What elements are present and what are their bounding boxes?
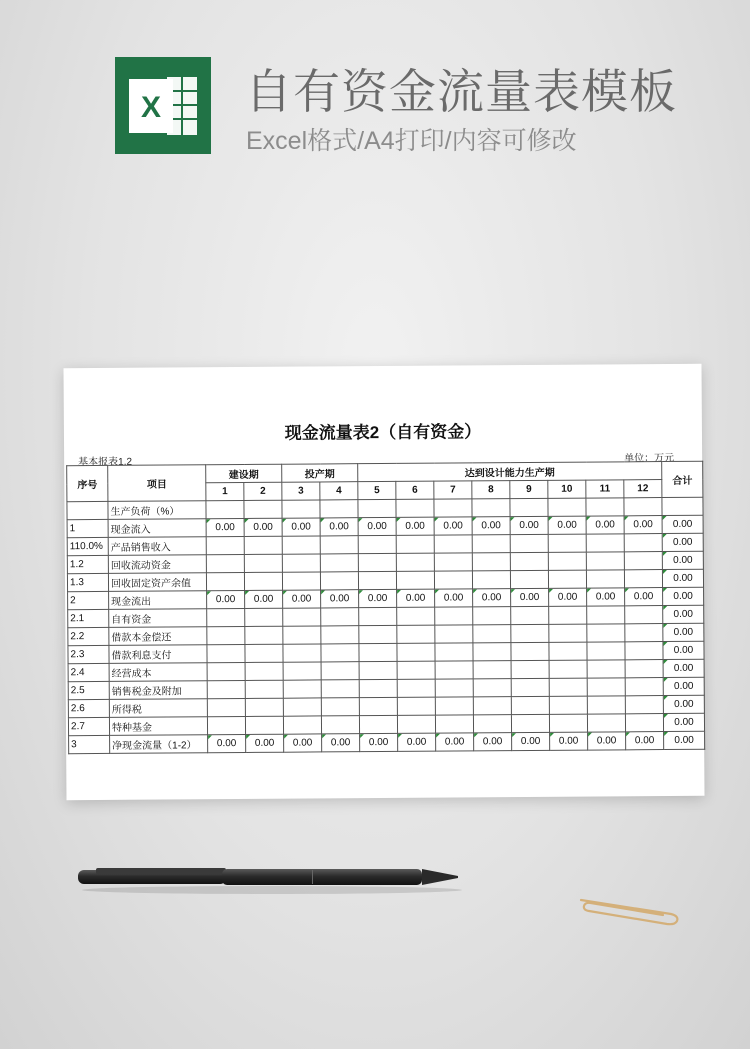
value-cell[interactable] xyxy=(283,644,321,662)
header-period: 3 xyxy=(282,482,320,500)
value-cell[interactable]: 0.00 xyxy=(549,588,587,606)
value-cell[interactable]: 0.00 xyxy=(246,734,284,752)
value-cell[interactable] xyxy=(244,554,282,572)
value-cell[interactable] xyxy=(587,714,625,732)
value-cell[interactable]: 0.00 xyxy=(358,517,396,535)
header-period: 2 xyxy=(244,482,282,500)
value-cell[interactable] xyxy=(625,714,663,732)
value-cell[interactable] xyxy=(397,715,435,733)
value-cell[interactable] xyxy=(624,570,662,588)
value-cell[interactable]: 0.00 xyxy=(588,732,626,750)
value-cell[interactable] xyxy=(549,696,587,714)
value-cell[interactable]: 0.00 xyxy=(624,516,662,534)
value-cell[interactable] xyxy=(206,572,244,590)
value-cell[interactable]: 0.00 xyxy=(626,732,664,750)
value-cell[interactable] xyxy=(434,553,472,571)
value-cell[interactable] xyxy=(587,660,625,678)
value-cell[interactable] xyxy=(587,624,625,642)
value-cell[interactable] xyxy=(472,499,510,517)
value-cell[interactable] xyxy=(283,716,321,734)
value-cell[interactable] xyxy=(283,626,321,644)
total-cell[interactable] xyxy=(662,497,703,515)
value-cell[interactable] xyxy=(548,498,586,516)
value-cell[interactable] xyxy=(283,698,321,716)
row-seq[interactable]: 1.3 xyxy=(67,573,108,591)
value-cell[interactable]: 0.00 xyxy=(586,516,624,534)
header-item: 项目 xyxy=(108,465,206,502)
row-item[interactable]: 经营成本 xyxy=(109,663,207,682)
value-cell[interactable] xyxy=(358,571,396,589)
row-seq[interactable]: 2.7 xyxy=(68,717,109,735)
total-cell[interactable]: 0.00 xyxy=(663,641,704,659)
value-cell[interactable] xyxy=(549,642,587,660)
value-cell[interactable] xyxy=(434,499,472,517)
value-cell[interactable] xyxy=(434,571,472,589)
value-cell[interactable] xyxy=(625,606,663,624)
value-cell[interactable] xyxy=(586,552,624,570)
row-seq[interactable]: 2 xyxy=(68,591,109,609)
row-seq[interactable]: 2.1 xyxy=(68,609,109,627)
header-period: 10 xyxy=(548,480,586,498)
row-seq[interactable]: 1 xyxy=(67,519,108,537)
row-seq[interactable] xyxy=(67,501,108,519)
value-cell[interactable] xyxy=(549,606,587,624)
value-cell[interactable] xyxy=(206,500,244,518)
value-cell[interactable] xyxy=(587,678,625,696)
value-cell[interactable] xyxy=(245,608,283,626)
value-cell[interactable] xyxy=(435,607,473,625)
total-cell[interactable]: 0.00 xyxy=(663,659,704,677)
value-cell[interactable] xyxy=(511,696,549,714)
value-cell[interactable] xyxy=(511,678,549,696)
value-cell[interactable] xyxy=(321,626,359,644)
value-cell[interactable] xyxy=(358,535,396,553)
header-period: 7 xyxy=(434,481,472,499)
value-cell[interactable] xyxy=(549,714,587,732)
value-cell[interactable] xyxy=(549,624,587,642)
value-cell[interactable]: 0.00 xyxy=(208,734,246,752)
header-period: 8 xyxy=(472,481,510,499)
total-cell[interactable]: 0.00 xyxy=(662,551,703,569)
value-cell[interactable] xyxy=(320,536,358,554)
value-cell[interactable]: 0.00 xyxy=(398,733,436,751)
row-item[interactable]: 现金流入 xyxy=(108,519,206,538)
value-cell[interactable]: 0.00 xyxy=(282,518,320,536)
value-cell[interactable] xyxy=(207,608,245,626)
value-cell[interactable] xyxy=(359,679,397,697)
value-cell[interactable] xyxy=(321,680,359,698)
header-period: 12 xyxy=(624,480,662,498)
value-cell[interactable] xyxy=(397,679,435,697)
value-cell[interactable] xyxy=(625,678,663,696)
value-cell[interactable] xyxy=(359,643,397,661)
total-cell[interactable]: 0.00 xyxy=(663,695,704,713)
row-item[interactable]: 特种基金 xyxy=(109,717,207,736)
value-cell[interactable] xyxy=(435,661,473,679)
value-cell[interactable]: 0.00 xyxy=(360,733,398,751)
header-commissioning: 投产期 xyxy=(282,464,358,483)
value-cell[interactable]: 0.00 xyxy=(245,590,283,608)
value-cell[interactable] xyxy=(206,536,244,554)
value-cell[interactable] xyxy=(283,662,321,680)
value-cell[interactable] xyxy=(625,660,663,678)
value-cell[interactable] xyxy=(511,624,549,642)
value-cell[interactable]: 0.00 xyxy=(396,517,434,535)
cash-flow-table xyxy=(66,461,705,754)
value-cell[interactable] xyxy=(586,570,624,588)
row-seq[interactable]: 2.2 xyxy=(68,627,109,645)
row-item[interactable]: 生产负荷（%） xyxy=(108,501,206,520)
value-cell[interactable]: 0.00 xyxy=(322,734,360,752)
value-cell[interactable] xyxy=(511,714,549,732)
value-cell[interactable]: 0.00 xyxy=(207,590,245,608)
value-cell[interactable] xyxy=(397,643,435,661)
value-cell[interactable]: 0.00 xyxy=(397,589,435,607)
value-cell[interactable] xyxy=(244,500,282,518)
value-cell[interactable] xyxy=(358,499,396,517)
row-item[interactable]: 借款利息支付 xyxy=(109,645,207,664)
value-cell[interactable] xyxy=(625,624,663,642)
value-cell[interactable] xyxy=(245,644,283,662)
value-cell[interactable] xyxy=(624,552,662,570)
value-cell[interactable] xyxy=(359,607,397,625)
value-cell[interactable] xyxy=(397,625,435,643)
total-cell[interactable]: 0.00 xyxy=(663,677,704,695)
value-cell[interactable] xyxy=(396,553,434,571)
value-cell[interactable] xyxy=(434,535,472,553)
value-cell[interactable] xyxy=(435,643,473,661)
header-period: 9 xyxy=(510,480,548,498)
value-cell[interactable] xyxy=(283,608,321,626)
value-cell[interactable] xyxy=(586,534,624,552)
row-seq[interactable]: 2.4 xyxy=(68,663,109,681)
value-cell[interactable] xyxy=(473,625,511,643)
value-cell[interactable] xyxy=(510,498,548,516)
value-cell[interactable]: 0.00 xyxy=(321,590,359,608)
value-cell[interactable] xyxy=(245,680,283,698)
value-cell[interactable]: 0.00 xyxy=(472,517,510,535)
value-cell[interactable] xyxy=(358,553,396,571)
header-period: 1 xyxy=(206,482,244,500)
unit-label: 单位：万元 xyxy=(624,452,675,465)
row-item[interactable]: 回收流动资金 xyxy=(108,555,206,574)
row-seq[interactable]: 2.6 xyxy=(68,699,109,717)
total-cell[interactable]: 0.00 xyxy=(663,587,704,605)
value-cell[interactable]: 0.00 xyxy=(587,588,625,606)
value-cell[interactable] xyxy=(473,715,511,733)
row-item[interactable]: 借款本金偿还 xyxy=(109,627,207,646)
value-cell[interactable] xyxy=(283,680,321,698)
value-cell[interactable] xyxy=(587,606,625,624)
value-cell[interactable] xyxy=(397,661,435,679)
value-cell[interactable] xyxy=(625,696,663,714)
value-cell[interactable] xyxy=(473,661,511,679)
value-cell[interactable] xyxy=(473,607,511,625)
excel-logo-icon xyxy=(115,57,211,154)
value-cell[interactable] xyxy=(397,697,435,715)
value-cell[interactable] xyxy=(321,608,359,626)
value-cell[interactable] xyxy=(625,642,663,660)
value-cell[interactable] xyxy=(624,498,662,516)
row-seq[interactable]: 110.0% xyxy=(67,537,108,555)
value-cell[interactable] xyxy=(435,679,473,697)
header-period: 5 xyxy=(358,481,396,499)
value-cell[interactable] xyxy=(549,678,587,696)
header-period: 11 xyxy=(586,480,624,498)
value-cell[interactable]: 0.00 xyxy=(359,589,397,607)
value-cell[interactable] xyxy=(244,572,282,590)
value-cell[interactable] xyxy=(587,696,625,714)
total-cell[interactable]: 0.00 xyxy=(663,623,704,641)
value-cell[interactable]: 0.00 xyxy=(474,733,512,751)
value-cell[interactable] xyxy=(321,716,359,734)
row-seq[interactable]: 2.5 xyxy=(68,681,109,699)
value-cell[interactable] xyxy=(435,697,473,715)
row-seq[interactable]: 3 xyxy=(69,735,110,753)
value-cell[interactable] xyxy=(244,536,282,554)
row-item[interactable]: 销售税金及附加 xyxy=(109,681,207,700)
value-cell[interactable] xyxy=(472,571,510,589)
value-cell[interactable] xyxy=(359,715,397,733)
value-cell[interactable]: 0.00 xyxy=(206,518,244,536)
value-cell[interactable]: 0.00 xyxy=(244,518,282,536)
header-seq: 序号 xyxy=(67,465,108,501)
value-cell[interactable] xyxy=(282,536,320,554)
value-cell[interactable] xyxy=(207,662,245,680)
value-cell[interactable] xyxy=(587,642,625,660)
value-cell[interactable] xyxy=(245,626,283,644)
total-cell[interactable]: 0.00 xyxy=(663,713,704,731)
header-period: 6 xyxy=(396,481,434,499)
value-cell[interactable] xyxy=(511,642,549,660)
header-total: 合计 xyxy=(662,461,703,497)
total-cell[interactable]: 0.00 xyxy=(662,569,703,587)
row-item[interactable]: 所得税 xyxy=(109,699,207,718)
total-cell[interactable]: 0.00 xyxy=(662,515,703,533)
value-cell[interactable] xyxy=(320,572,358,590)
value-cell[interactable] xyxy=(510,570,548,588)
value-cell[interactable]: 0.00 xyxy=(550,732,588,750)
value-cell[interactable] xyxy=(321,698,359,716)
value-cell[interactable] xyxy=(549,660,587,678)
value-cell[interactable] xyxy=(207,644,245,662)
value-cell[interactable]: 0.00 xyxy=(436,733,474,751)
value-cell[interactable] xyxy=(548,570,586,588)
value-cell[interactable] xyxy=(435,715,473,733)
value-cell[interactable]: 0.00 xyxy=(548,516,586,534)
value-cell[interactable] xyxy=(282,554,320,572)
value-cell[interactable] xyxy=(207,680,245,698)
row-item[interactable]: 自有资金 xyxy=(109,609,207,628)
value-cell[interactable] xyxy=(245,698,283,716)
row-seq[interactable]: 1.2 xyxy=(67,555,108,573)
row-item[interactable]: 净现金流量（1-2） xyxy=(110,735,208,754)
pen-icon xyxy=(72,862,464,896)
value-cell[interactable]: 0.00 xyxy=(511,588,549,606)
value-cell[interactable] xyxy=(510,552,548,570)
header-full-capacity: 达到设计能力生产期 xyxy=(358,462,662,482)
value-cell[interactable] xyxy=(321,662,359,680)
value-cell[interactable] xyxy=(397,607,435,625)
value-cell[interactable] xyxy=(207,626,245,644)
value-cell[interactable] xyxy=(473,643,511,661)
value-cell[interactable] xyxy=(548,534,586,552)
total-cell[interactable]: 0.00 xyxy=(663,605,704,623)
row-item[interactable]: 产品销售收入 xyxy=(108,537,206,556)
value-cell[interactable] xyxy=(207,716,245,734)
value-cell[interactable] xyxy=(206,554,244,572)
table-row xyxy=(69,731,705,753)
header-construction: 建设期 xyxy=(206,464,282,483)
value-cell[interactable] xyxy=(245,716,283,734)
value-cell[interactable] xyxy=(473,697,511,715)
svg-text:X: X xyxy=(140,91,162,124)
spreadsheet-paper xyxy=(63,364,704,800)
value-cell[interactable] xyxy=(586,498,624,516)
value-cell[interactable] xyxy=(320,554,358,572)
value-cell[interactable]: 0.00 xyxy=(434,517,472,535)
value-cell[interactable] xyxy=(511,660,549,678)
value-cell[interactable] xyxy=(359,625,397,643)
total-cell[interactable]: 0.00 xyxy=(664,731,705,749)
value-cell[interactable] xyxy=(473,679,511,697)
value-cell[interactable] xyxy=(207,698,245,716)
value-cell[interactable] xyxy=(510,534,548,552)
value-cell[interactable]: 0.00 xyxy=(435,589,473,607)
value-cell[interactable] xyxy=(435,625,473,643)
value-cell[interactable]: 0.00 xyxy=(625,588,663,606)
value-cell[interactable] xyxy=(359,661,397,679)
value-cell[interactable]: 0.00 xyxy=(283,590,321,608)
form-number: 基本报表1.2 xyxy=(78,456,133,469)
row-seq[interactable]: 2.3 xyxy=(68,645,109,663)
value-cell[interactable] xyxy=(548,552,586,570)
value-cell[interactable] xyxy=(472,553,510,571)
row-item[interactable]: 回收固定资产余值 xyxy=(108,573,206,592)
header-period: 4 xyxy=(320,482,358,500)
value-cell[interactable]: 0.00 xyxy=(512,732,550,750)
value-cell[interactable] xyxy=(624,534,662,552)
value-cell[interactable] xyxy=(245,662,283,680)
value-cell[interactable] xyxy=(396,535,434,553)
value-cell[interactable] xyxy=(282,500,320,518)
value-cell[interactable] xyxy=(396,571,434,589)
value-cell[interactable] xyxy=(320,500,358,518)
row-item[interactable]: 现金流出 xyxy=(109,591,207,610)
value-cell[interactable] xyxy=(282,572,320,590)
paper-clip-icon xyxy=(575,888,685,928)
value-cell[interactable] xyxy=(511,606,549,624)
total-cell[interactable]: 0.00 xyxy=(662,533,703,551)
value-cell[interactable]: 0.00 xyxy=(320,518,358,536)
value-cell[interactable]: 0.00 xyxy=(473,589,511,607)
page-subtitle: Excel格式/A4打印/内容可修改 xyxy=(246,127,577,155)
value-cell[interactable] xyxy=(472,535,510,553)
value-cell[interactable] xyxy=(359,697,397,715)
sheet-title: 现金流量表2（自有资金） xyxy=(284,422,482,443)
value-cell[interactable] xyxy=(321,644,359,662)
value-cell[interactable] xyxy=(396,499,434,517)
value-cell[interactable]: 0.00 xyxy=(510,516,548,534)
page-title: 自有资金流量表模板 xyxy=(245,65,677,118)
value-cell[interactable]: 0.00 xyxy=(284,734,322,752)
